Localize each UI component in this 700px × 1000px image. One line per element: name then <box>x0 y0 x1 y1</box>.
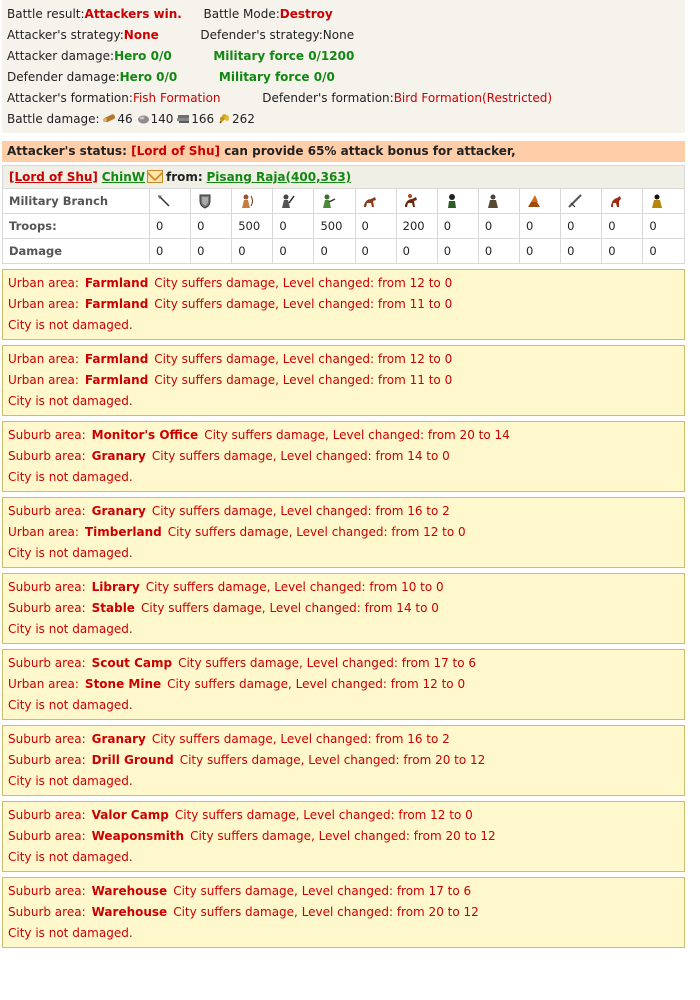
city-status: City is not damaged. <box>8 470 133 484</box>
area-label: Urban area: <box>8 352 79 366</box>
troop-count: 0 <box>519 214 560 239</box>
stone-damage: 140 <box>150 112 174 126</box>
damage-count: 0 <box>519 239 560 264</box>
defender-damage-row <box>7 67 680 88</box>
result-line <box>8 598 679 619</box>
result-text: City suffers damage, Level changed: from 16 to 2 <box>151 504 450 518</box>
building-name: Valor Camp <box>91 808 169 822</box>
result-box <box>2 497 685 568</box>
attacker-strategy: None <box>123 28 159 42</box>
result-text: City suffers damage, Level changed: from 14 to 0 <box>151 449 450 463</box>
area-label: Suburb area: <box>8 656 86 670</box>
result-line <box>8 805 679 826</box>
building-name: Granary <box>91 449 146 463</box>
city-status: City is not damaged. <box>8 622 133 636</box>
troop-count: 0 <box>273 214 314 239</box>
building-name: Scout Camp <box>91 656 173 670</box>
attacker-damage-label: Attacker damage: <box>7 49 115 63</box>
result-text: City suffers damage, Level changed: from 12 to 0 <box>167 525 466 539</box>
result-line <box>8 577 679 598</box>
result-line <box>8 653 679 674</box>
troop-count: 0 <box>643 214 684 239</box>
chariot-icon <box>608 193 624 209</box>
result-line <box>8 425 679 446</box>
building-name: Stable <box>91 601 135 615</box>
damage-count: 0 <box>602 239 643 264</box>
troop-count: 500 <box>232 214 273 239</box>
building-name: Granary <box>91 732 146 746</box>
damage-count: 0 <box>649 244 657 258</box>
destruction-results <box>2 269 685 948</box>
area-label: Suburb area: <box>8 732 86 746</box>
result-text: City suffers damage, Level changed: from 20 to 12 <box>173 905 479 919</box>
result-box <box>2 877 685 948</box>
army-panel <box>2 165 685 264</box>
city-status: City is not damaged. <box>8 926 133 940</box>
city-status: City is not damaged. <box>8 546 133 560</box>
attacker-formation: Fish Formation <box>132 91 221 105</box>
attacker-formation-label: Attacker's formation: <box>7 91 133 105</box>
iron-damage: 166 <box>191 112 215 126</box>
attacker-military-damage: Military force 0/1200 <box>213 49 355 63</box>
result-text: City suffers damage, Level changed: from 16 to 2 <box>151 732 450 746</box>
crossbowman-icon <box>320 193 336 209</box>
area-label: Suburb area: <box>8 449 86 463</box>
defender-strategy-label: Defender's strategy: <box>200 28 323 42</box>
defender-damage-label: Defender damage: <box>7 70 120 84</box>
result-line <box>8 294 679 315</box>
commander-icon <box>649 193 665 209</box>
result-box <box>2 269 685 340</box>
building-name: Farmland <box>84 373 149 387</box>
troop-count: 0 <box>602 214 643 239</box>
building-name: Timberland <box>84 525 162 539</box>
army-header <box>3 166 684 189</box>
battle-result: Attackers win. <box>84 7 182 21</box>
damage-count: 0 <box>150 239 191 264</box>
troop-count: 200 <box>396 214 437 239</box>
troops-table <box>3 189 684 263</box>
shield-icon <box>197 193 213 209</box>
status-text: can provide 65% attack bonus for attacker, <box>224 144 516 158</box>
result-line <box>8 826 679 847</box>
area-label: Suburb area: <box>8 504 86 518</box>
result-line <box>8 750 679 771</box>
defender-military-damage: Military force 0/0 <box>218 70 335 84</box>
status-label: Attacker's status: <box>7 144 127 158</box>
strategy-row <box>7 25 680 46</box>
building-name: Library <box>91 580 140 594</box>
troop-count: 0 <box>478 214 519 239</box>
battle-report <box>2 0 685 948</box>
battle-damage-row <box>7 109 680 130</box>
result-line <box>8 674 679 695</box>
player-link[interactable]: ChinW <box>101 170 145 184</box>
area-label: Urban area: <box>8 373 79 387</box>
area-label: Urban area: <box>8 525 79 539</box>
city-status: City is not damaged. <box>8 394 133 408</box>
archer-icon <box>238 193 254 209</box>
heavy-cavalry-icon <box>403 193 419 209</box>
defender-hero-damage: Hero 0/0 <box>119 70 178 84</box>
result-box <box>2 345 685 416</box>
damage-count: 0 <box>273 239 314 264</box>
result-text: City suffers damage, Level changed: from 12 to 0 <box>154 276 453 290</box>
scout-icon <box>444 193 460 209</box>
damage-count: 0 <box>191 239 232 264</box>
battle-summary <box>2 0 685 133</box>
area-label: Urban area: <box>8 677 79 691</box>
row-header: Troops: <box>3 214 150 239</box>
military-branch-row <box>3 189 684 214</box>
building-name: Farmland <box>84 297 149 311</box>
damage-count: 0 <box>355 239 396 264</box>
city-status: City is not damaged. <box>8 318 133 332</box>
result-line <box>8 370 679 391</box>
troop-count: 0 <box>355 214 396 239</box>
result-line <box>8 522 679 543</box>
attacker-hero-damage: Hero 0/0 <box>114 49 172 63</box>
damage-row <box>3 239 684 264</box>
battle-mode-label: Battle Mode: <box>203 7 280 21</box>
building-name: Granary <box>91 504 146 518</box>
result-text: City suffers damage, Level changed: from 12 to 0 <box>167 677 466 691</box>
city-status: City is not damaged. <box>8 774 133 788</box>
grain-damage: 262 <box>232 112 255 126</box>
result-box <box>2 421 685 492</box>
result-text: City suffers damage, Level changed: from 12 to 0 <box>174 808 473 822</box>
building-name: Drill Ground <box>91 753 174 767</box>
swordsman-icon <box>279 193 295 209</box>
result-text: City suffers damage, Level changed: from 17 to 6 <box>178 656 477 670</box>
damage-count: 0 <box>314 239 355 264</box>
area-label: Suburb area: <box>8 580 86 594</box>
troop-count: 500 <box>314 214 355 239</box>
city-status: City is not damaged. <box>8 850 133 864</box>
area-label: Urban area: <box>8 297 79 311</box>
area-label: Suburb area: <box>8 829 86 843</box>
grain-icon <box>218 110 231 121</box>
result-text: City suffers damage, Level changed: from 20 to 12 <box>179 753 486 767</box>
defender-strategy: None <box>322 28 355 42</box>
cavalry-icon <box>362 193 378 209</box>
attacker-strategy-label: Attacker's strategy: <box>7 28 124 42</box>
damage-count: 0 <box>437 239 478 264</box>
building-name: Monitor's Office <box>91 428 199 442</box>
origin-city-link[interactable]: Pisang Raja(400,363) <box>206 170 352 184</box>
row-header: Damage <box>3 239 150 264</box>
battle-mode: Destroy <box>279 7 333 21</box>
result-text: City suffers damage, Level changed: from 20 to 14 <box>204 428 510 442</box>
result-line <box>8 881 679 902</box>
general-icon <box>485 193 501 209</box>
troops-row <box>3 214 684 239</box>
area-label: Suburb area: <box>8 884 86 898</box>
result-text: City suffers damage, Level changed: from 11 to 0 <box>154 373 453 387</box>
status-lord: [Lord of Shu] <box>131 144 220 158</box>
area-label: Urban area: <box>8 276 79 290</box>
result-text: City suffers damage, Level changed: from 20 to 12 <box>190 829 496 843</box>
ballista-icon <box>567 193 583 209</box>
defender-formation-label: Defender's formation: <box>262 91 394 105</box>
result-line <box>8 501 679 522</box>
result-row <box>7 4 680 25</box>
building-name: Warehouse <box>91 884 168 898</box>
building-name: Warehouse <box>91 905 168 919</box>
from-label: from: <box>166 170 203 184</box>
building-name: Farmland <box>84 276 149 290</box>
result-box <box>2 573 685 644</box>
building-name: Farmland <box>84 352 149 366</box>
result-line <box>8 273 679 294</box>
result-text: City suffers damage, Level changed: from 14 to 0 <box>140 601 439 615</box>
result-text: City suffers damage, Level changed: from 11 to 0 <box>154 297 453 311</box>
lumber-damage: 46 <box>117 112 133 126</box>
row-header: Military Branch <box>3 189 150 214</box>
mail-icon[interactable] <box>147 170 163 183</box>
building-name: Stone Mine <box>84 677 162 691</box>
troop-count: 0 <box>561 214 602 239</box>
result-box <box>2 649 685 720</box>
result-box <box>2 801 685 872</box>
area-label: Suburb area: <box>8 428 86 442</box>
area-label: Suburb area: <box>8 753 86 767</box>
result-text: City suffers damage, Level changed: from 17 to 6 <box>173 884 472 898</box>
lord-link[interactable]: [Lord of Shu] <box>9 170 98 184</box>
battle-damage-label: Battle damage: <box>7 112 100 126</box>
spearman-icon <box>156 193 172 209</box>
result-text: City suffers damage, Level changed: from 10 to 0 <box>145 580 444 594</box>
damage-count: 0 <box>232 239 273 264</box>
iron-icon <box>177 110 190 121</box>
defender-formation: Bird Formation(Restricted) <box>393 91 553 105</box>
damage-count: 0 <box>478 239 519 264</box>
troop-count: 0 <box>150 214 191 239</box>
formation-row <box>7 88 680 109</box>
damage-count: 0 <box>396 239 437 264</box>
result-line <box>8 349 679 370</box>
lumber-icon <box>103 110 116 121</box>
building-name: Weaponsmith <box>91 829 185 843</box>
result-line <box>8 729 679 750</box>
troop-count: 0 <box>191 214 232 239</box>
result-box <box>2 725 685 796</box>
stone-icon <box>137 110 150 121</box>
area-label: Suburb area: <box>8 905 86 919</box>
result-line <box>8 902 679 923</box>
area-label: Suburb area: <box>8 601 86 615</box>
result-line <box>8 446 679 467</box>
troop-count: 0 <box>437 214 478 239</box>
battle-result-label: Battle result: <box>7 7 85 21</box>
attacker-damage-row <box>7 46 680 67</box>
attacker-status <box>2 141 685 162</box>
area-label: Suburb area: <box>8 808 86 822</box>
city-status: City is not damaged. <box>8 698 133 712</box>
catapult-icon <box>526 193 542 209</box>
damage-count: 0 <box>561 239 602 264</box>
result-text: City suffers damage, Level changed: from 12 to 0 <box>154 352 453 366</box>
